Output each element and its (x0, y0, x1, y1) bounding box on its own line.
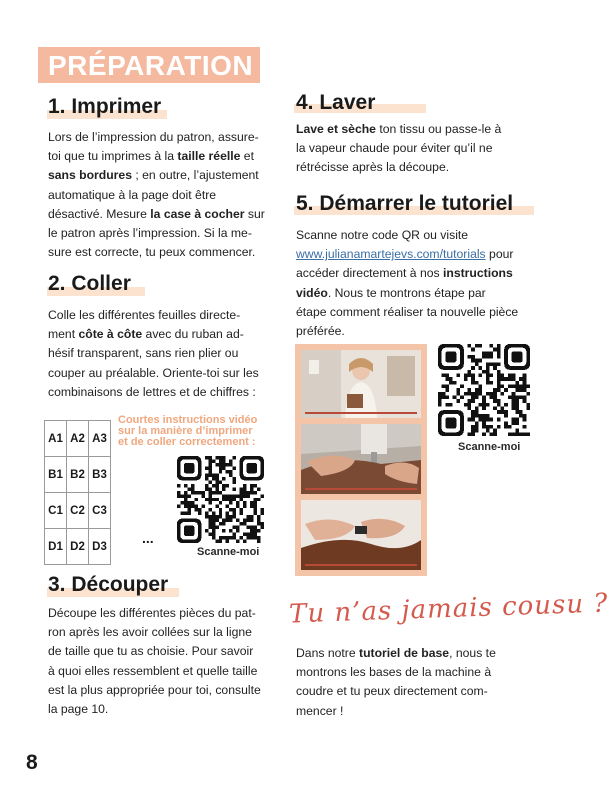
video-note: Courtes instructions vidéo sur la manière d’imprimer et de coller correctement : (118, 414, 258, 448)
grid-cell: D3 (89, 529, 111, 565)
tutorial-link[interactable]: www.julianamartejevs.com/tutorials (296, 247, 486, 262)
grid-cell: C3 (89, 493, 111, 529)
grid-cell: B2 (67, 457, 89, 493)
paragraph-coller: Colle les différentes feuilles directe- ment côte à côte avec du ruban ad- hésif transparent, sans rien plier ou couper au préalable. Oriente-toi sur les combinaisons de lettres et de chiffres : (48, 308, 259, 399)
bold-text: vidéo (296, 285, 328, 300)
bold-text: taille réelle (177, 149, 241, 164)
video-thumbnail[interactable] (301, 424, 421, 494)
qr-code-icon[interactable] (438, 344, 530, 436)
bold-text: sans bordures (48, 168, 132, 183)
qr-label: Scanne-moi (458, 441, 521, 453)
paragraph-tutoriel: Scanne notre code QR ou visite www.julianamartejevs.com/tutorials pour accéder directement à nos instructions vidéo. Nous te montrons étape par étape comment réaliser ta nouvelle pièce préférée. (296, 228, 519, 339)
grid-cell: B3 (89, 457, 111, 493)
heading-coller: 2. Coller (48, 272, 131, 295)
grid-cell: A3 (89, 421, 111, 457)
paragraph-jamais-cousu: Dans notre tutoriel de base, nous te montrons les bases de la machine à coudre et tu peux directement com- mencer ! (296, 646, 496, 718)
bold-text: Lave et sèche (296, 122, 376, 136)
grid-cell: D1 (45, 529, 67, 565)
tutorial-thumbnails (295, 344, 427, 576)
heading-laver: 4. Laver (296, 91, 376, 114)
bold-text: côte à côte (78, 327, 143, 342)
video-thumbnail[interactable] (301, 350, 421, 418)
page-number: 8 (26, 751, 38, 774)
sheet-grid (44, 420, 111, 565)
bold-text: tutoriel de base (359, 646, 450, 660)
grid-cell: D2 (67, 529, 89, 565)
script-heading: Tu n’as jamais cousu ? (288, 588, 609, 630)
grid-cell: A1 (45, 421, 67, 457)
bold-text: la case à cocher (150, 206, 245, 221)
paragraph-imprimer: Lors de l’impression du patron, assure- toi que tu imprimes à la taille réelle et sans bordures ; en outre, l’ajustement automatique à la page doit être désactivé. Mesure la case à cocher sur le patron après l’impression. Si la me- sure est correcte, tu peux commencer. (48, 130, 265, 260)
heading-tutoriel: 5. Démarrer le tutoriel (296, 192, 514, 215)
grid-cell: B1 (45, 457, 67, 493)
page-title: PRÉPARATION (48, 50, 254, 81)
paragraph-decouper: Découpe les différentes pièces du pat- ron après les avoir collées sur la ligne de taille que tu as choisie. Pour savoir à quoi elles ressemblent et quelle taille est la plus appropriée pour toi, consulte la page 10. (48, 606, 261, 717)
heading-decouper: 3. Découper (48, 573, 169, 596)
grid-cell: A2 (67, 421, 89, 457)
qr-code-icon[interactable] (177, 456, 264, 543)
grid-cell: C1 (45, 493, 67, 529)
heading-imprimer: 1. Imprimer (48, 95, 162, 118)
paragraph-laver: Lave et sèche ton tissu ou passe-le à la vapeur chaude pour éviter qu’il ne rétrécisse après la découpe. (296, 122, 502, 175)
video-thumbnail[interactable] (301, 500, 421, 570)
grid-cell: C2 (67, 493, 89, 529)
grid-ellipsis: ... (142, 530, 154, 546)
bold-text: instructions (443, 266, 513, 281)
qr-label: Scanne-moi (197, 546, 260, 558)
